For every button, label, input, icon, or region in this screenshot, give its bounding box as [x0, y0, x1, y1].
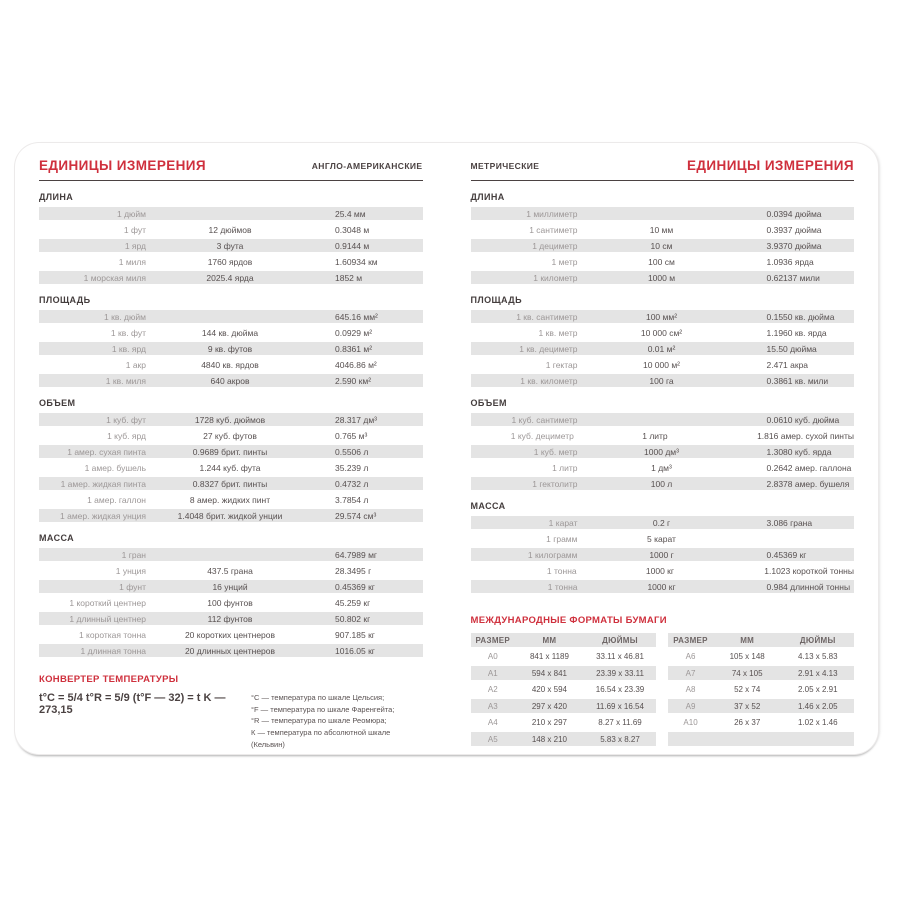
- paper-cell-inches: 8.27 x 11.69: [598, 718, 642, 727]
- right-sections: [471, 192, 855, 593]
- table-row: [39, 477, 423, 490]
- row-cell-unit: 1 грамм: [546, 533, 578, 544]
- row-cell-equivalent: 20 длинных центнеров: [184, 645, 276, 656]
- table-row: [39, 612, 423, 625]
- paper-table-row: [668, 683, 854, 697]
- table-row: [39, 580, 423, 593]
- row-cell-equivalent: 0.01 м²: [647, 343, 676, 354]
- row-cell-equivalent: 1000 м: [647, 272, 676, 283]
- paper-cell-inches: 5.83 x 8.27: [600, 734, 640, 744]
- row-cell-value: 35.239 л: [335, 462, 369, 473]
- row-cell-value: 3.7854 л: [335, 494, 369, 505]
- table-row: [39, 461, 423, 474]
- paper-table-row: [668, 666, 854, 680]
- table-row: [471, 271, 855, 284]
- section-label: ПЛОЩАДЬ: [470, 295, 522, 305]
- paper-table-header-row: [471, 633, 657, 647]
- paper-cell-size: A7: [685, 668, 696, 678]
- paper-table-header-row: [668, 633, 854, 647]
- table-row: [39, 207, 423, 220]
- row-cell-unit: 1 сантиметр: [529, 224, 578, 235]
- table-row: [39, 596, 423, 609]
- table-row: [471, 207, 855, 220]
- table-row: [39, 445, 423, 458]
- paper-cell-size: A2: [487, 685, 498, 694]
- row-cell-value: 0.45369 кг: [335, 581, 375, 592]
- paper-table-row: [668, 716, 854, 730]
- row-cell-unit: 1 фут: [123, 224, 146, 235]
- row-cell-equivalent: 8 амер. жидких пинт: [189, 494, 271, 505]
- unit-section: [39, 533, 423, 657]
- table-row: [39, 239, 423, 252]
- table-row: [471, 548, 855, 561]
- row-cell-equivalent: 27 куб. футов: [203, 430, 257, 441]
- paper-header-cell: ММ: [740, 635, 755, 645]
- row-cell-equivalent: 4840 кв. ярдов: [201, 359, 259, 370]
- row-cell-unit: 1 километр: [533, 272, 578, 283]
- row-cell-equivalent: 100 л: [650, 478, 673, 489]
- temperature-notes: [251, 692, 423, 750]
- row-cell-unit: 1 кв. фут: [110, 327, 146, 338]
- row-cell-unit: 1 гектолитр: [532, 478, 578, 489]
- row-cell-value: 29.574 см³: [335, 510, 377, 521]
- paper-table-row: [471, 683, 657, 697]
- temperature-converter-block: [39, 674, 423, 750]
- paper-cell-mm: 26 x 37: [734, 718, 761, 727]
- row-cell-equivalent: 20 коротких центнеров: [184, 629, 276, 640]
- row-cell-equivalent: 10 000 см²: [640, 327, 683, 338]
- row-cell-equivalent: 112 фунтов: [207, 613, 253, 624]
- row-cell-value: 0.2642 амер. галлона: [766, 462, 852, 473]
- row-cell-unit: 1 ярд: [124, 240, 146, 251]
- row-cell-unit: 1 гектар: [545, 359, 578, 370]
- row-cell-unit: 1 дюйм: [116, 208, 146, 219]
- paper-cell-size: A9: [685, 701, 696, 711]
- row-cell-value: 1.60934 км: [335, 256, 378, 267]
- row-cell-value: 0.45369 кг: [766, 549, 807, 560]
- row-cell-value: 3.086 грана: [766, 517, 813, 528]
- section-label: МАССА: [39, 533, 75, 543]
- row-cell-value: 645.16 мм²: [335, 311, 378, 322]
- paper-cell-mm: 841 x 1189: [529, 652, 569, 661]
- row-cell-equivalent: 10 000 м²: [642, 359, 681, 370]
- table-row: [39, 374, 423, 387]
- paper-table-row: [471, 666, 657, 680]
- row-cell-unit: 1 метр: [551, 256, 578, 267]
- paper-cell-inches: 2.05 x 2.91: [797, 685, 838, 694]
- table-row: [471, 445, 855, 458]
- paper-table-row: [668, 650, 854, 664]
- row-cell-equivalent: 640 акров: [210, 375, 250, 386]
- row-cell-equivalent: 1000 кг: [647, 581, 676, 592]
- row-cell-value: 0.3048 м: [335, 224, 370, 235]
- row-cell-value: 0.0929 м²: [335, 327, 373, 338]
- paper-cell-mm: 594 x 841: [531, 668, 567, 678]
- row-cell-equivalent: 3 фута: [216, 240, 244, 251]
- paper-tables: [471, 633, 855, 749]
- temperature-heading: КОНВЕРТЕР ТЕМПЕРАТУРЫ: [39, 674, 179, 685]
- table-row: [39, 644, 423, 657]
- paper-cell-mm: 105 x 148: [729, 652, 765, 661]
- row-cell-equivalent: 16 унций: [212, 581, 248, 592]
- paper-cell-mm: 210 x 297: [531, 718, 567, 727]
- page-left: [15, 143, 447, 754]
- table-row: [39, 509, 423, 522]
- row-cell-equivalent: 0.9689 брит. пинты: [192, 446, 268, 457]
- row-cell-unit: 1 куб. метр: [533, 446, 578, 457]
- paper-cell-size: A6: [685, 652, 696, 661]
- row-cell-value: 1.0936 ярда: [766, 256, 814, 267]
- temperature-content: [39, 692, 423, 750]
- table-row: [39, 413, 423, 426]
- row-cell-value: 0.0610 куб. дюйма: [766, 414, 840, 425]
- row-cell-unit: 1 дециметр: [532, 240, 578, 251]
- paper-cell-inches: 33.11 x 46.81: [596, 652, 644, 661]
- table-row: [471, 532, 855, 545]
- paper-table-row: [471, 699, 657, 713]
- paper-cell-mm: 297 x 420: [531, 701, 567, 711]
- paper-table-row: [668, 699, 854, 713]
- paper-cell-inches: 1.02 x 1.46: [797, 718, 838, 727]
- paper-cell-size: A10: [683, 718, 698, 727]
- row-cell-unit: 1 акр: [125, 359, 146, 370]
- paper-table-a0-a5: [471, 633, 657, 749]
- unit-section: [471, 295, 855, 387]
- row-cell-unit: 1 кв. сантиметр: [516, 311, 578, 322]
- row-cell-equivalent: 1.4048 брит. жидкой унции: [177, 510, 283, 521]
- paper-table-row: [471, 716, 657, 730]
- row-cell-value: 0.765 м³: [335, 430, 368, 441]
- right-page-subtitle: МЕТРИЧЕСКИЕ: [470, 161, 540, 171]
- paper-cell-inches: 16.54 x 23.39: [595, 685, 645, 694]
- section-label: ОБЪЕМ: [39, 398, 76, 408]
- row-cell-equivalent: 100 см: [648, 256, 675, 267]
- table-row: [39, 548, 423, 561]
- row-cell-value: 2.471 акра: [766, 359, 809, 370]
- paper-cell-inches: 1.46 x 2.05: [797, 701, 838, 711]
- paper-header-cell: РАЗМЕР: [475, 635, 511, 645]
- row-cell-equivalent: 1760 ярдов: [207, 256, 253, 267]
- paper-cell-size: A4: [487, 718, 498, 727]
- table-row: [471, 516, 855, 529]
- row-cell-value: 0.9144 м: [335, 240, 370, 251]
- unit-section: [471, 501, 855, 593]
- row-cell-unit: 1 миллиметр: [526, 208, 578, 219]
- table-row: [471, 255, 855, 268]
- table-row: [471, 239, 855, 252]
- row-cell-unit: 1 короткий центнер: [69, 597, 146, 608]
- left-page-subtitle: АНГЛО-АМЕРИКАНСКИЕ: [311, 161, 423, 171]
- table-row: [471, 358, 855, 371]
- paper-formats-block: [471, 615, 855, 749]
- paper-cell-mm: 148 x 210: [531, 734, 567, 744]
- row-cell-unit: 1 морская миля: [83, 272, 146, 283]
- row-cell-equivalent: 1.244 куб. фута: [199, 462, 261, 473]
- row-cell-value: 28.3495 г: [335, 565, 372, 576]
- row-cell-value: 1852 м: [335, 272, 363, 283]
- table-row: [39, 271, 423, 284]
- row-cell-unit: 1 куб. дециметр: [510, 430, 574, 441]
- paper-cell-size: A1: [487, 668, 498, 678]
- table-row: [471, 326, 855, 339]
- row-cell-equivalent: 0.2 г: [652, 517, 671, 528]
- row-cell-unit: 1 куб. фут: [106, 414, 146, 425]
- row-cell-unit: 1 кв. миля: [105, 375, 146, 386]
- row-cell-equivalent: 1000 дм³: [644, 446, 679, 457]
- row-cell-unit: 1 унция: [115, 565, 146, 576]
- paper-cell-inches: 11.69 x 16.54: [596, 701, 644, 711]
- row-cell-equivalent: 1000 г: [649, 549, 674, 560]
- row-cell-unit: 1 амер. сухая пинта: [67, 446, 146, 457]
- row-cell-unit: 1 амер. бушель: [84, 462, 146, 473]
- left-page-header: [39, 158, 423, 181]
- paper-cell-mm: 420 x 594: [531, 685, 567, 694]
- temperature-note: К — температура по абсолютной шкале (Кельвин): [251, 727, 391, 749]
- paper-cell-inches: 4.13 x 5.83: [797, 652, 838, 661]
- right-page-header: [471, 158, 855, 181]
- table-row: [39, 342, 423, 355]
- table-row: [471, 564, 855, 577]
- table-row: [39, 358, 423, 371]
- row-cell-value: 45.259 кг: [335, 597, 371, 608]
- temperature-formula: t°C = 5/4 t°R = 5/9 (t°F — 32) = t K — 273,15: [39, 692, 226, 716]
- row-cell-value: 0.4732 л: [335, 478, 369, 489]
- row-cell-value: 2.590 км²: [335, 375, 372, 386]
- section-label: ДЛИНА: [39, 192, 74, 202]
- row-cell-value: 0.3861 кв. мили: [766, 375, 829, 386]
- row-cell-unit: 1 кв. километр: [520, 375, 578, 386]
- table-row: [471, 429, 855, 442]
- unit-section: [39, 192, 423, 284]
- row-cell-value: 64.7989 мг: [335, 549, 378, 560]
- left-page-title: ЕДИНИЦЫ ИЗМЕРЕНИЯ: [39, 158, 206, 173]
- row-cell-equivalent: 12 дюймов: [208, 224, 252, 235]
- table-row: [39, 564, 423, 577]
- temperature-note: °F — температура по шкале Фаренгейта;: [251, 704, 395, 714]
- table-row: [471, 310, 855, 323]
- row-cell-equivalent: 9 кв. футов: [207, 343, 253, 354]
- paper-table-row: [471, 650, 657, 664]
- row-cell-unit: 1 кв. дециметр: [519, 343, 578, 354]
- row-cell-equivalent: 1000 кг: [645, 565, 674, 576]
- row-cell-unit: 1 фунт: [119, 581, 146, 592]
- unit-section: [471, 192, 855, 284]
- row-cell-value: 4046.86 м²: [335, 359, 377, 370]
- row-cell-unit: 1 кв. метр: [538, 327, 578, 338]
- paper-header-cell: ДЮЙМЫ: [602, 635, 638, 645]
- row-cell-unit: 1 гран: [121, 549, 146, 560]
- row-cell-value: 2.8378 амер. бушеля: [766, 478, 850, 489]
- row-cell-unit: 1 тонна: [546, 565, 577, 576]
- row-cell-unit: 1 длинный центнер: [69, 613, 146, 624]
- paper-header-cell: ММ: [542, 635, 557, 645]
- table-row: [471, 223, 855, 236]
- row-cell-unit: 1 амер. жидкая унция: [60, 510, 146, 521]
- row-cell-equivalent: 144 кв. дюйма: [201, 327, 259, 338]
- paper-table-row: [471, 732, 657, 746]
- row-cell-unit: 1 кв. дюйм: [104, 311, 146, 322]
- row-cell-value: 0.1550 кв. дюйма: [766, 311, 835, 322]
- table-row: [471, 580, 855, 593]
- row-cell-unit: 1 длинная тонна: [80, 645, 146, 656]
- table-row: [39, 493, 423, 506]
- row-cell-value: 1.816 амер. сухой пинты: [757, 430, 854, 441]
- row-cell-unit: 1 карат: [548, 517, 578, 528]
- row-cell-value: 0.0394 дюйма: [766, 208, 822, 219]
- row-cell-value: 15.50 дюйма: [766, 343, 817, 354]
- diary-spread: [15, 143, 878, 754]
- row-cell-equivalent: 5 карат: [647, 533, 676, 544]
- row-cell-equivalent: 1 литр: [642, 430, 668, 441]
- row-cell-value: 0.3937 дюйма: [766, 224, 822, 235]
- table-row: [39, 628, 423, 641]
- row-cell-value: 0.5506 л: [335, 446, 369, 457]
- row-cell-value: 1.1023 короткой тонны: [764, 565, 854, 576]
- temperature-note: °C — температура по шкале Цельсия;: [251, 693, 385, 702]
- row-cell-equivalent: 1728 куб. дюймов: [194, 414, 266, 425]
- paper-header-cell: ДЮЙМЫ: [799, 635, 836, 645]
- paper-cell-size: A3: [487, 701, 498, 711]
- row-cell-value: 1.3080 куб. ярда: [766, 446, 832, 457]
- table-row: [39, 223, 423, 236]
- row-cell-unit: 1 тонна: [547, 581, 578, 592]
- row-cell-equivalent: 437.5 грана: [207, 565, 253, 576]
- row-cell-value: 28.317 дм³: [335, 414, 377, 425]
- section-label: ПЛОЩАДЬ: [39, 295, 91, 305]
- table-row: [39, 255, 423, 268]
- left-sections: [39, 192, 423, 657]
- table-row: [471, 342, 855, 355]
- row-cell-equivalent: 0.8327 брит. пинты: [192, 478, 268, 489]
- row-cell-equivalent: 100 га: [649, 375, 674, 386]
- paper-table-row: [668, 732, 854, 746]
- row-cell-value: 25.4 мм: [335, 208, 366, 219]
- paper-cell-mm: 74 x 105: [731, 668, 763, 678]
- row-cell-equivalent: 1 дм³: [651, 462, 672, 473]
- table-row: [471, 413, 855, 426]
- table-row: [471, 461, 855, 474]
- table-row: [39, 326, 423, 339]
- temperature-note: °R — температура по шкале Реомюра;: [251, 716, 387, 726]
- row-cell-value: 907.185 кг: [335, 629, 375, 640]
- row-cell-equivalent: 100 мм²: [645, 311, 678, 322]
- paper-cell-size: A8: [685, 685, 696, 694]
- row-cell-value: 1016.05 кг: [335, 645, 375, 656]
- row-cell-value: 0.8361 м²: [335, 343, 373, 354]
- row-cell-value: 0.984 длинной тонны: [766, 581, 851, 592]
- paper-cell-mm: 52 x 74: [734, 685, 761, 694]
- table-row: [471, 374, 855, 387]
- row-cell-unit: 1 куб. ярд: [107, 430, 146, 441]
- row-cell-equivalent: 100 фунтов: [207, 597, 253, 608]
- row-cell-value: 0.62137 мили: [766, 272, 820, 283]
- unit-section: [471, 398, 855, 490]
- row-cell-unit: 1 килограмм: [527, 549, 578, 560]
- row-cell-value: 1.1960 кв. ярда: [766, 327, 827, 338]
- row-cell-unit: 1 куб. сантиметр: [511, 414, 578, 425]
- row-cell-value: 50.802 кг: [335, 613, 371, 624]
- table-row: [39, 310, 423, 323]
- row-cell-unit: 1 амер. галлон: [87, 494, 146, 505]
- paper-table-a6-a10: [668, 633, 854, 749]
- paper-formats-heading: МЕЖДУНАРОДНЫЕ ФОРМАТЫ БУМАГИ: [470, 615, 667, 626]
- row-cell-unit: 1 кв. ярд: [111, 343, 146, 354]
- section-label: ДЛИНА: [470, 192, 505, 202]
- row-cell-unit: 1 амер. жидкая пинта: [60, 478, 146, 489]
- paper-header-cell: РАЗМЕР: [673, 635, 708, 645]
- unit-section: [39, 295, 423, 387]
- paper-cell-inches: 23.39 x 33.11: [596, 668, 644, 678]
- row-cell-value: 3.9370 дюйма: [766, 240, 822, 251]
- section-label: ОБЪЕМ: [470, 398, 507, 408]
- row-cell-equivalent: 2025.4 ярда: [206, 272, 254, 283]
- row-cell-unit: 1 литр: [552, 462, 578, 473]
- paper-cell-size: A5: [487, 734, 498, 744]
- row-cell-unit: 1 короткая тонна: [78, 629, 146, 640]
- right-page-title: ЕДИНИЦЫ ИЗМЕРЕНИЯ: [687, 158, 854, 173]
- page-right: [447, 143, 879, 754]
- paper-cell-size: A0: [487, 652, 498, 661]
- row-cell-unit: 1 миля: [118, 256, 146, 267]
- row-cell-equivalent: 10 мм: [649, 224, 674, 235]
- row-cell-equivalent: 10 см: [650, 240, 673, 251]
- paper-cell-inches: 2.91 x 4.13: [797, 668, 838, 678]
- table-row: [471, 477, 855, 490]
- paper-cell-mm: 37 x 52: [734, 701, 761, 711]
- section-label: МАССА: [470, 501, 506, 511]
- table-row: [39, 429, 423, 442]
- unit-section: [39, 398, 423, 522]
